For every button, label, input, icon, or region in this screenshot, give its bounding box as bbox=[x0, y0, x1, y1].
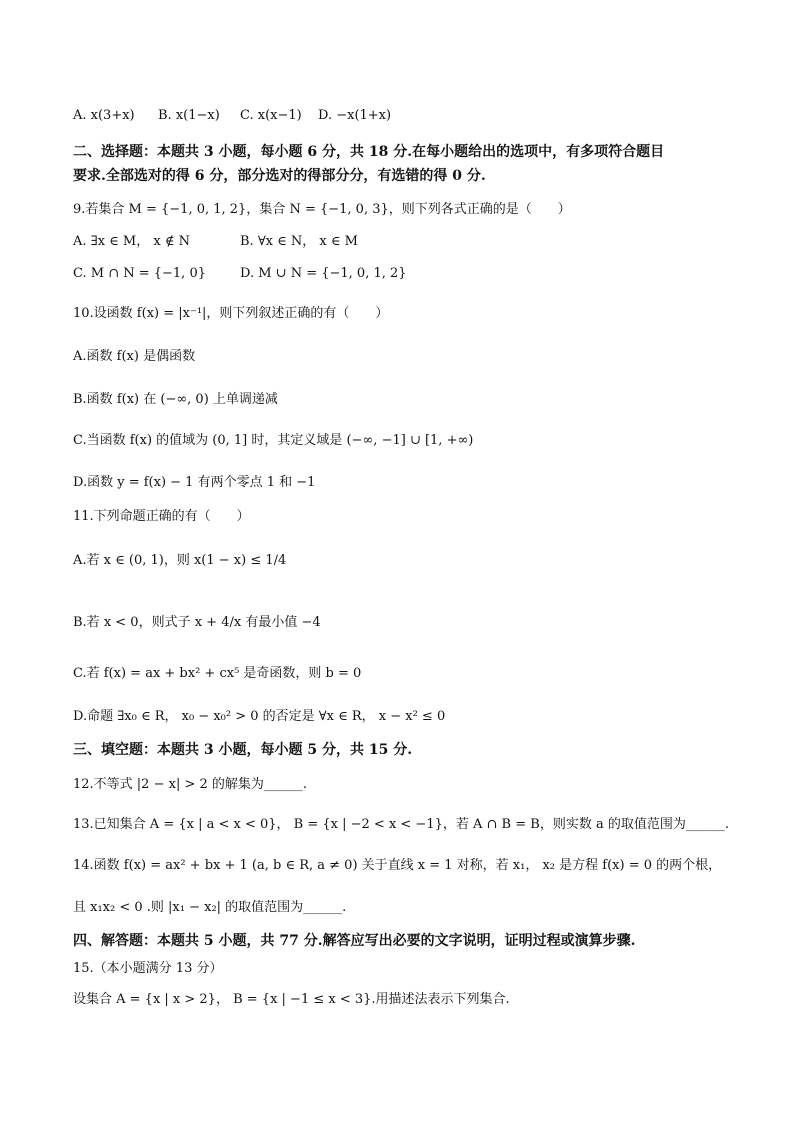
q10-option-b: B.函数 f(x) 在 (−∞, 0) 上单调递减 bbox=[73, 392, 278, 407]
q8-option-b: B. x(1−x) bbox=[158, 108, 220, 123]
q9-option-d: D. M ∪ N = {−1, 0, 1, 2} bbox=[240, 266, 407, 281]
q14-line1: 14.函数 f(x) = ax² + bx + 1 (a, b ∈ R, a ≠ 0) 关于直线 x = 1 对称，若 x₁， x₂ 是方程 f(x) = 0 的两个根， bbox=[73, 858, 722, 873]
q10-option-c: C.当函数 f(x) 的值域为 (0, 1] 时，其定义域是 (−∞, −1] ∪ [1, +∞) bbox=[73, 433, 474, 448]
q8-option-a: A. x(3+x) bbox=[73, 108, 135, 123]
q14-line2: 且 x₁x₂ < 0 .则 |x₁ − x₂| 的取值范围为______. bbox=[73, 900, 347, 915]
q9-option-a: A. ∃x ∈ M， x ∉ N bbox=[73, 234, 190, 249]
section4-heading: 四、解答题：本题共 5 小题，共 77 分.解答应写出必要的文字说明，证明过程或演算步骤. bbox=[73, 933, 636, 949]
q10-option-d: D.函数 y = f(x) − 1 有两个零点 1 和 −1 bbox=[73, 475, 316, 490]
q9-stem: 9.若集合 M = {−1, 0, 1, 2}，集合 N = {−1, 0, 3}，则下列各式正确的是（ ） bbox=[73, 202, 571, 217]
section3-heading: 三、填空题：本题共 3 小题，每小题 5 分，共 15 分. bbox=[73, 742, 413, 758]
section2-heading-line2: 要求.全部选对的得 6 分，部分选对的得部分分，有选错的得 0 分. bbox=[73, 168, 486, 184]
q10-option-a: A.函数 f(x) 是偶函数 bbox=[73, 349, 196, 364]
q11-stem: 11.下列命题正确的有（ ） bbox=[73, 509, 250, 524]
q15-stem: 设集合 A = {x | x > 2}， B = {x | −1 ≤ x < 3}.用描述法表示下列集合. bbox=[73, 992, 510, 1007]
q11-option-c: C.若 f(x) = ax + bx² + cx⁵ 是奇函数，则 b = 0 bbox=[73, 666, 362, 681]
q8-option-d: D. −x(1+x) bbox=[318, 108, 392, 123]
q15-note: 15.（本小题满分 13 分） bbox=[73, 961, 223, 976]
q9-option-c: C. M ∩ N = {−1, 0} bbox=[73, 266, 206, 281]
section2-heading-line1: 二、选择题：本题共 3 小题，每小题 6 分，共 18 分.在每小题给出的选项中，有多项符合题目 bbox=[73, 144, 665, 160]
q10-stem: 10.设函数 f(x) = |x⁻¹|，则下列叙述正确的有（ ） bbox=[73, 306, 389, 321]
q11-option-b: B.若 x < 0，则式子 x + 4/x 有最小值 −4 bbox=[73, 615, 321, 630]
q8-option-c: C. x(x−1) bbox=[240, 108, 302, 123]
q11-option-d: D.命题 ∃x₀ ∈ R， x₀ − x₀² > 0 的否定是 ∀x ∈ R， x − x² ≤ 0 bbox=[73, 709, 446, 724]
q13: 13.已知集合 A = {x | a < x < 0}， B = {x | −2 < x < −1}，若 A ∩ B = B，则实数 a 的取值范围为______. bbox=[73, 817, 729, 832]
q12: 12.不等式 |2 − x| > 2 的解集为______. bbox=[73, 777, 308, 792]
q11-option-a: A.若 x ∈ (0, 1)，则 x(1 − x) ≤ 1/4 bbox=[73, 553, 287, 568]
q9-option-b: B. ∀x ∈ N， x ∈ M bbox=[240, 234, 358, 249]
